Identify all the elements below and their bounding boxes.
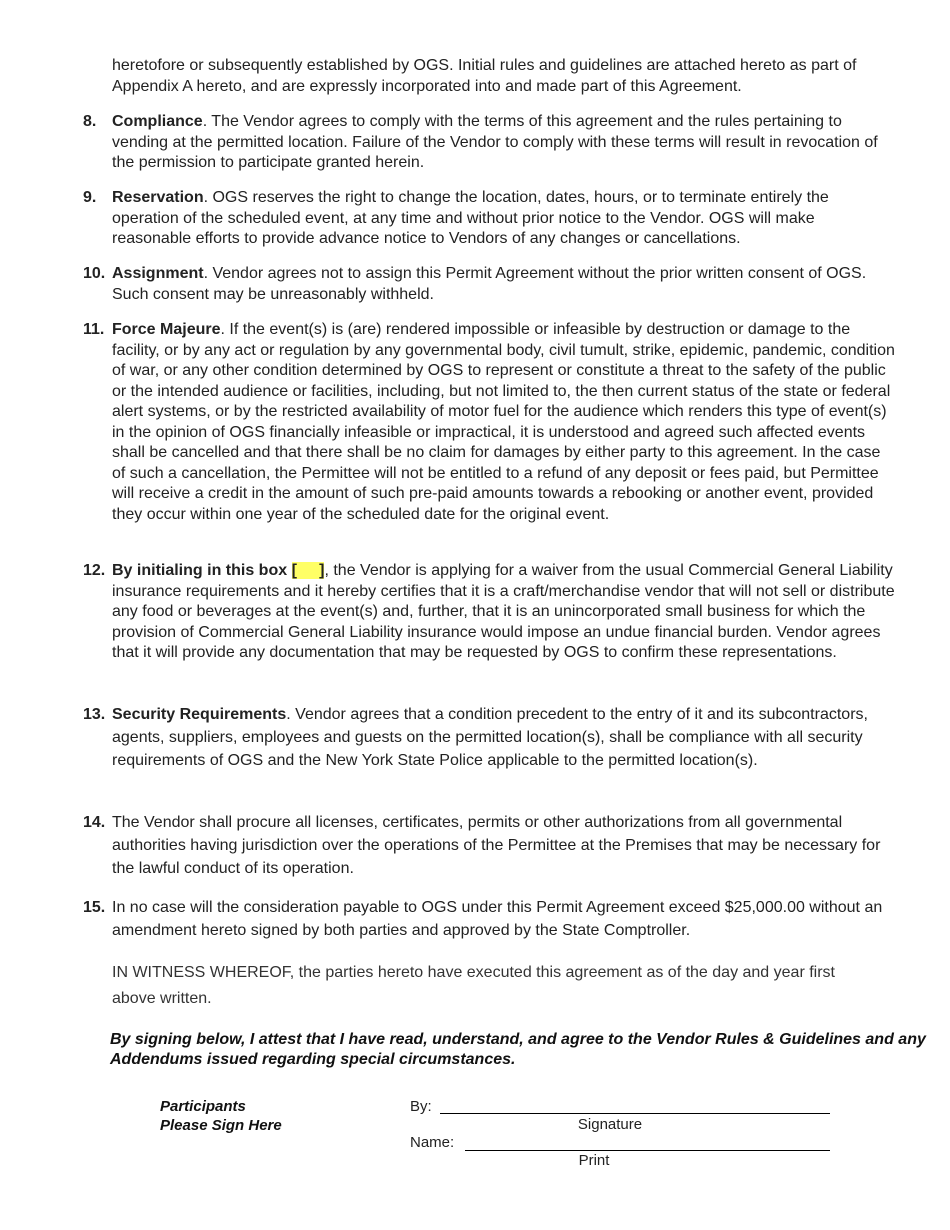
clause-text: . Vendor agrees not to assign this Permit Agreement without the prior written consent of OGS. Such consent may be unreasonably withheld. (112, 265, 867, 303)
clause-text: . OGS reserves the right to change the location, dates, hours, or to terminate entirely the operation of the scheduled event, at any time and without prior notice to the Vendor. OGS will make reasonable efforts to provide advance notice to Vendors of any changes or cancellations. (112, 189, 829, 247)
clause-text: . The Vendor agrees to comply with the terms of this agreement and the rules pertaining to vending at the permitted location. Failure of the Vendor to comply with these terms will result in revocation of the permission to participate granted herein. (112, 113, 878, 171)
name-label: Name: (410, 1134, 455, 1151)
clause-number: 9. (83, 189, 97, 206)
signature-caption: Signature (577, 1116, 643, 1133)
initial-box[interactable]: [ ] (291, 562, 325, 579)
clause-title: By initialing in this box (112, 562, 288, 579)
clause-number: 10. (83, 265, 106, 282)
print-caption: Print (578, 1152, 610, 1169)
participants-label: Participants (160, 1098, 246, 1115)
clause-13 (83, 704, 898, 772)
clause-title: Security Requirements (112, 706, 287, 723)
clause-text: , the Vendor is applying for a waiver from the usual Commercial General Liability insurance requirements and it hereby certifies that it is a craft/merchandise vendor that will not sell or distribute any food or beverages at the event(s) and, further, that it is an unincorporated small business for which the provision of Commercial General Liability insurance would impose an undue financial burden. Vendor agrees that it will provide any documentation that may be requested by OGS to confirm these representations. (112, 562, 895, 661)
clause-15 (83, 897, 898, 943)
clause-text: The Vendor shall procure all licenses, certificates, permits or other authorizations from all governmental authorities having jurisdiction over the operations of the Permittee at the Premises that may be necessary for the lawful conduct of its operation. (112, 814, 881, 877)
please-sign-label: Please Sign Here (160, 1117, 282, 1134)
clause-number: 14. (83, 814, 106, 831)
clause-number: 8. (83, 113, 97, 130)
clause-number: 15. (83, 899, 106, 916)
clause-11 (83, 320, 898, 525)
clause-14 (83, 812, 898, 880)
signature-block-label (160, 1097, 282, 1135)
clause-title: Assignment (112, 265, 204, 282)
print-name-line[interactable] (465, 1150, 830, 1151)
clause-title: Reservation (112, 189, 204, 206)
clause-8 (83, 112, 898, 174)
clause-text: . If the event(s) is (are) rendered impossible or infeasible by destruction or damage to the facility, or by any act or regulation by any governmental body, civil tumult, strike, epidemic, pandemic, condition of war, or any other condition determined by OGS to represent or constitute a threat to the safety of the public or the intended audience or facilities, including, but not limited to, the then current status of the state or federal alert systems, or by the restricted availability of motor fuel for the audience which renders this type of event(s) in the opinion of OGS financially infeasible or impractical, it is understood and agreed such affected events shall be cancelled and that there shall be no claim for damages by either party to this agreement. In the case of such a cancellation, the Permittee will not be entitled to a refund of any deposit or fees paid, but Permittee will receive a credit in the amount of such pre-paid amounts towards a rebooking or another event, provided they occur within one year of the scheduled date for the original event. (112, 321, 895, 523)
clause-title: Force Majeure (112, 321, 221, 338)
clause-title: Compliance (112, 113, 203, 130)
signature-line[interactable] (440, 1113, 830, 1114)
by-label: By: (410, 1098, 432, 1115)
intro-paragraph: heretofore or subsequently established by OGS. Initial rules and guidelines are attached hereto as part of Appendix A hereto, and are expressly incorporated into and made part of this Agreement. (112, 57, 857, 95)
clause-9 (83, 188, 898, 250)
clause-text: . Vendor agrees that a condition precedent to the entry of it and its subcontractors, agents, suppliers, employees and guests on the permitted location(s), shall be compliance with all security requirements of OGS and the New York State Police applicable to the permitted location(s). (112, 706, 868, 769)
clause-number: 12. (83, 562, 106, 579)
attestation-statement: By signing below, I attest that I have read, understand, and agree to the Vendor Rules & Guidelines and any Addendums issued regarding special circumstances. (110, 1031, 926, 1068)
clause-number: 13. (83, 706, 106, 723)
witness-paragraph: IN WITNESS WHEREOF, the parties hereto have executed this agreement as of the day and year first above written. (112, 964, 835, 1007)
clause-10 (83, 264, 898, 305)
clause-12 (83, 561, 898, 664)
clause-text: In no case will the consideration payable to OGS under this Permit Agreement exceed $25,000.00 without an amendment hereto signed by both parties and approved by the State Comptroller. (112, 899, 883, 939)
clause-number: 11. (83, 321, 105, 338)
